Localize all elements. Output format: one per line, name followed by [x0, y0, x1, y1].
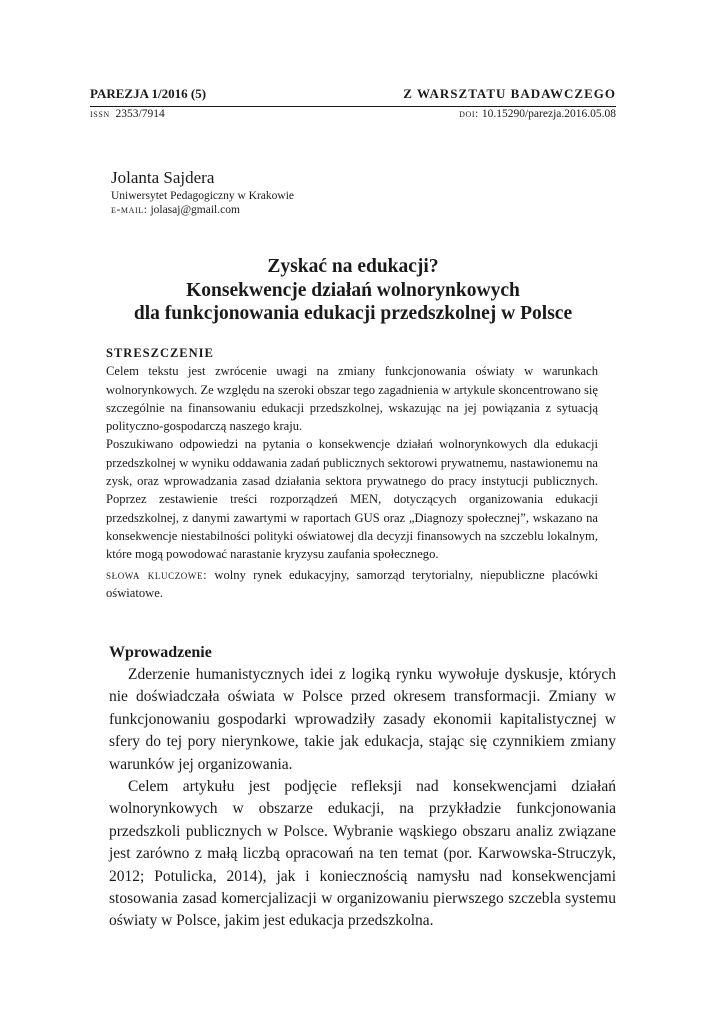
issn: [90, 108, 165, 120]
header-rule: [90, 106, 616, 107]
section-name: Z WARSZTATU BADAWCZEGO: [403, 86, 616, 101]
doi: [459, 108, 616, 120]
keywords-label: słowa kluczowe:: [106, 567, 208, 582]
email-value: jolasaj@gmail.com: [150, 204, 240, 216]
title-line-1: Zyskać na edukacji?: [267, 256, 439, 277]
author-name: Jolanta Sajdera: [111, 168, 215, 187]
abstract-heading: STRESZCZENIE: [106, 346, 214, 360]
abstract-paragraph-2: Poszukiwano odpowiedzi na pytania o konsekwencje działań wolnorynkowych dla edukacji przedszkolnej w wyniku oddawania zadań publicznych sektorowi prywatnemu, nastawionemu na zysk, oraz wprowadzania zasad działania sektora prywatnego do pracy instytucji publicznych. Poprzez zestawienie treści rozporządzeń MEN, dotyczących organizowania edukacji przedszkolnej, z danymi zawartymi w raportach GUS oraz „Diagnozy społecznej”, wskazano na konsekwencje niestabilności polityki oświatowej dla decyzji finansowych na szczeblu lokalnym, które mogą powodować narastanie kryzysu zaufania społecznego.: [106, 437, 598, 562]
author-email: [111, 203, 294, 217]
issn-label: issn: [90, 108, 110, 120]
issn-value: 2353/7914: [115, 108, 165, 120]
abstract: [106, 344, 598, 602]
doi-label: doi:: [459, 108, 479, 120]
header-identifiers: [90, 108, 616, 120]
keywords: [106, 566, 598, 603]
keywords-value: wolny rynek edukacyjny, samorząd terytorialny, niepubliczne placówki oświatowe.: [106, 567, 598, 600]
introduction-section: [109, 642, 616, 933]
abstract-paragraph-1: Celem tekstu jest zwrócenie uwagi na zmiany funkcjonowania oświaty w warunkach wolnorynkowych. Ze względu na szeroki obszar tego zagadnienia w artykule skoncentrowano się szczególnie na finansowaniu edukacji przedszkolnej, wskazując na jej powiązania z sytuacją polityczno-gospodarczą naszego kraju.: [106, 364, 598, 434]
email-label: e-mail:: [111, 204, 148, 216]
journal-issue: PAREZJA 1/2016 (5): [90, 86, 207, 101]
title-line-3: dla funkcjonowania edukacji przedszkolnej w Polsce: [133, 303, 573, 324]
author-affiliation: Uniwersytet Pedagogiczny w Krakowie: [111, 190, 294, 202]
doi-value: 10.15290/parezja.2016.05.08: [481, 108, 616, 120]
intro-paragraph-1: Zderzenie humanistycznych idei z logiką rynku wywołuje dyskusje, których nie doświadczała oświata w Polsce przed okresem transformacji. Zmiany w funkcjonowaniu gospodarki wprowadziły zasady ekonomii kapitalistycznej w sfery do tej pory nierynkowe, takie jak edukacja, stając się czynnikiem zmiany warunków jej organizowania.: [109, 666, 616, 773]
article-title: [90, 255, 616, 326]
author-block: [111, 168, 294, 217]
running-header: [90, 86, 616, 102]
title-line-2: Konsekwencje działań wolnorynkowych: [186, 279, 520, 301]
section-heading: Wprowadzenie: [109, 644, 212, 661]
intro-paragraph-2: Celem artykułu jest podjęcie refleksji nad konsekwencjami działań wolnorynkowych w obszarze edukacji, na przykładzie funkcjonowania przedszkoli publicznych w Polsce. Wybranie wąskiego obszaru analiz związane jest zarówno z małą liczbą opracowań na ten temat (por. Karwowska-Struczyk, 2012; Potulicka, 2014), jak i koniecznością namysłu nad konsekwencjami stosowania zasad komercjalizacji w organizowaniu pierwszego szczebla systemu oświaty w Polsce, jakim jest edukacja przedszkolna.: [109, 778, 616, 930]
